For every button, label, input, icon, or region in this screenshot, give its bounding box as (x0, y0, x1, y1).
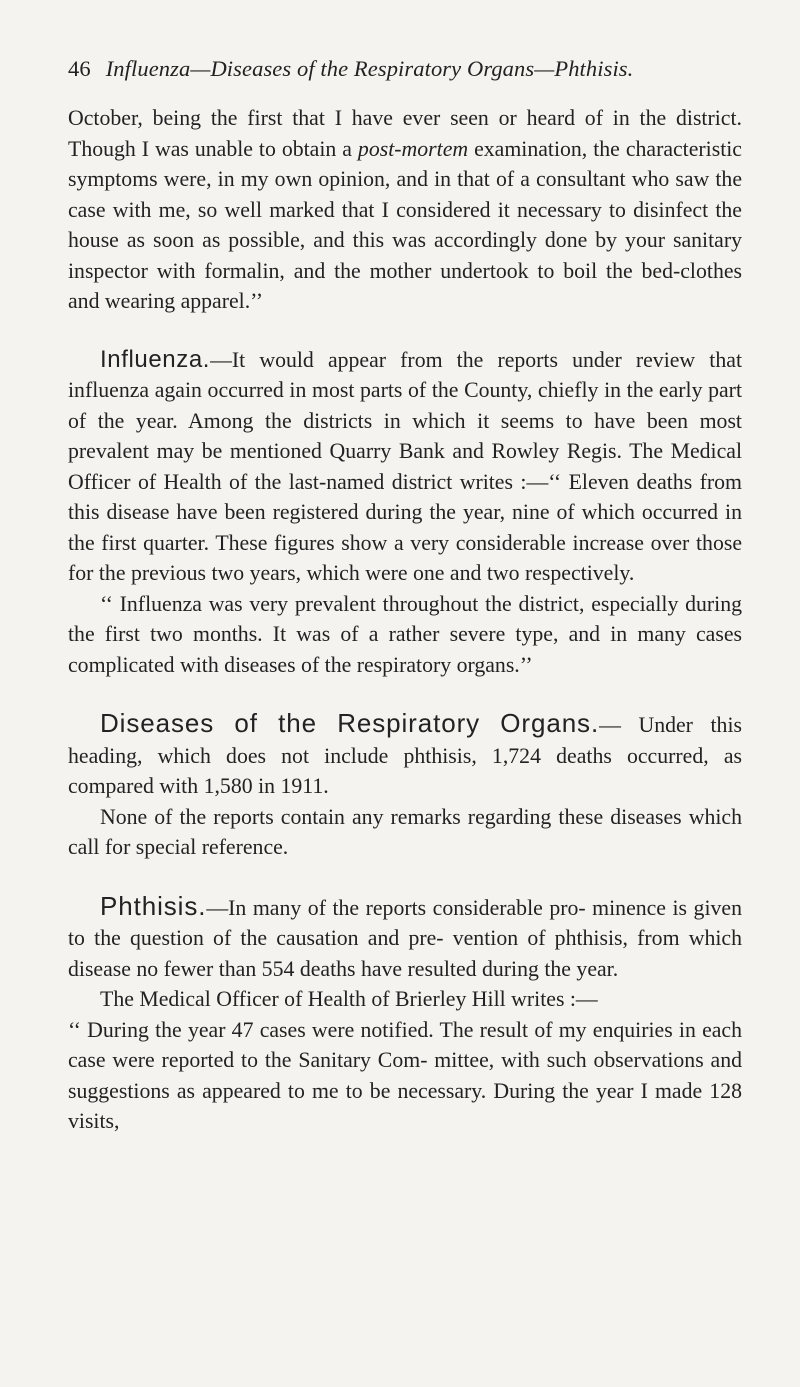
paragraph-continuation-text-b: examination, the characteristic symptoms were, in my own opinion, and in that of a consultant who saw the case with me, so well marked that I considered it necessary to disinfect the house as soon as possible, and this was accordingly done by your sanitary inspector with formalin, and the mother undertook to boil the bed-clothes and wearing apparel.’’ (68, 136, 742, 313)
influenza-text: —It would appear from the reports under review that influenza again occurred in most parts of the County, chiefly in the early part of the year. Among the districts in which it seems to have been most prevalent may be mentioned Quarry Bank and Rowley Regis. The Medical Officer of Health of the last-named district writes :—‘‘ Eleven deaths from this disease have been registered during the year, nine of which occurred in the first quarter. These figures show a very considerable increase over those for the previous two years, which were one and two respectively. (68, 347, 742, 585)
brierley-intro-paragraph: The Medical Officer of Health of Brierley Hill writes :— (100, 987, 598, 1011)
influenza-quote-paragraph: ‘‘ Influenza was very prevalent throughout the district, especially during the first two months. It was of a rather severe type, and in many cases complicated with diseases of the respiratory organs.’’ (68, 591, 742, 677)
paragraph-continuation-text-a: October, being the first that I have ever seen or heard of in the district. Though I was unable to obtain a (68, 106, 742, 161)
influenza-paragraph (68, 345, 742, 589)
respiratory-text: — Under this heading, which does not include phthisis, 1,724 deaths occurred, as compared with 1,580 in 1911. (68, 713, 742, 798)
page-header (68, 56, 742, 82)
respiratory-heading: Diseases of the Respiratory Organs. (100, 708, 600, 738)
paragraph-continuation (68, 103, 742, 317)
phthisis-paragraph (68, 891, 742, 985)
italic-term: post-mortem (357, 136, 469, 161)
respiratory-paragraph (68, 708, 742, 802)
phthisis-heading: Phthisis. (100, 890, 207, 921)
respiratory-note-paragraph: None of the reports contain any remarks regarding these diseases which call for special reference. (68, 804, 742, 859)
running-title: Influenza—Diseases of the Respiratory Organs—Phthisis. (105, 56, 634, 81)
page-number: 46 (68, 56, 91, 81)
brierley-quote-paragraph: ‘‘ During the year 47 cases were notified. The result of my enquiries in each case were reported to the Sanitary Com- mittee, with such observations and suggestions as appeared to me to be necessary. During the year I made 128 visits, (68, 1017, 742, 1133)
phthisis-text: —In many of the reports considerable pro- minence is given to the question of the causation and pre- vention of phthisis, from which disease no fewer than 554 deaths have resulted during the year. (68, 895, 742, 981)
influenza-heading: Influenza. (100, 345, 211, 373)
